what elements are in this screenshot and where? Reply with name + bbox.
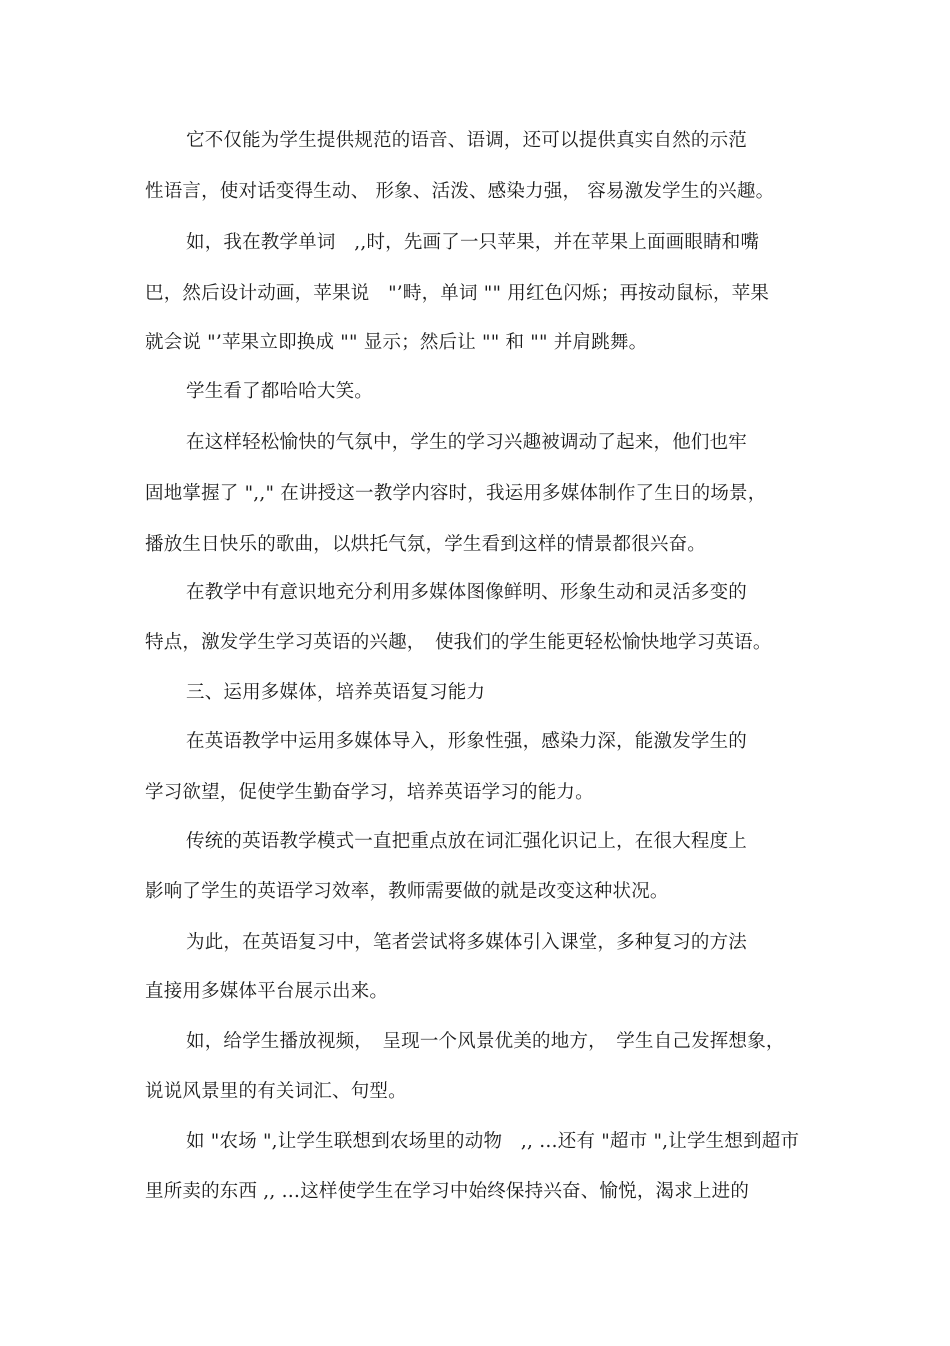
text-line: 特点，激发学生学习英语的兴趣， 使我们的学生能更轻松愉快地学习英语。 (145, 632, 772, 653)
text-line: 在英语教学中运用多媒体导入，形象性强，感染力深，能激发学生的 (186, 731, 748, 752)
text-line: 说说风景里的有关词汇、句型。 (145, 1081, 407, 1102)
section-heading: 三、运用多媒体，培养英语复习能力 (186, 682, 486, 703)
text-line: 固地掌握了 ",," 在讲授这一教学内容时，我运用多媒体制作了生日的场景， (145, 483, 767, 504)
text-line: 学生看了都哈哈大笑。 (186, 381, 374, 402)
text-line: 如 "农场 ",让学生联想到农场里的动物 ,, …还有 "超市 ",让学生想到超市 (186, 1131, 800, 1152)
text-line: 巴，然后设计动画，苹果说 "’畤，单词 "" 用红色闪烁；再按动鼠标，苹果 (145, 283, 770, 304)
text-line: 学习欲望，促使学生勤奋学习，培养英语学习的能力。 (145, 782, 594, 803)
text-line: 性语言，使对话变得生动、 形象、活泼、感染力强， 容易激发学生的兴趣。 (145, 181, 775, 202)
text-line: 如，给学生播放视频， 呈现一个风景优美的地方， 学生自己发挥想象， (186, 1031, 785, 1052)
text-line: 里所卖的东西 ,, …这样使学生在学习中始终保持兴奋、愉悦，渴求上进的 (145, 1181, 750, 1202)
text-line: 如，我在教学单词 ,,时，先画了一只苹果，并在苹果上面画眼睛和嘴 (186, 232, 760, 253)
text-line: 播放生日快乐的歌曲，以烘托气氛，学生看到这样的情景都很兴奋。 (145, 534, 707, 555)
text-line: 在教学中有意识地充分利用多媒体图像鲜明、形象生动和灵活多变的 (186, 582, 748, 603)
text-line: 它不仅能为学生提供规范的语音、语调，还可以提供真实自然的示范 (186, 130, 748, 151)
text-line: 在这样轻松愉快的气氛中，学生的学习兴趣被调动了起来，他们也牢 (186, 432, 748, 453)
text-line: 传统的英语教学模式一直把重点放在词汇强化识记上，在很大程度上 (186, 831, 748, 852)
text-line: 影响了学生的英语学习效率，教师需要做的就是改变这种状况。 (145, 881, 669, 902)
text-line: 就会说 "’苹果立即换成 "" 显示；然后让 "" 和 "" 并肩跳舞。 (145, 332, 648, 353)
text-line: 为此，在英语复习中，笔者尝试将多媒体引入课堂，多种复习的方法 (186, 932, 748, 953)
text-line: 直接用多媒体平台展示出来。 (145, 981, 389, 1002)
